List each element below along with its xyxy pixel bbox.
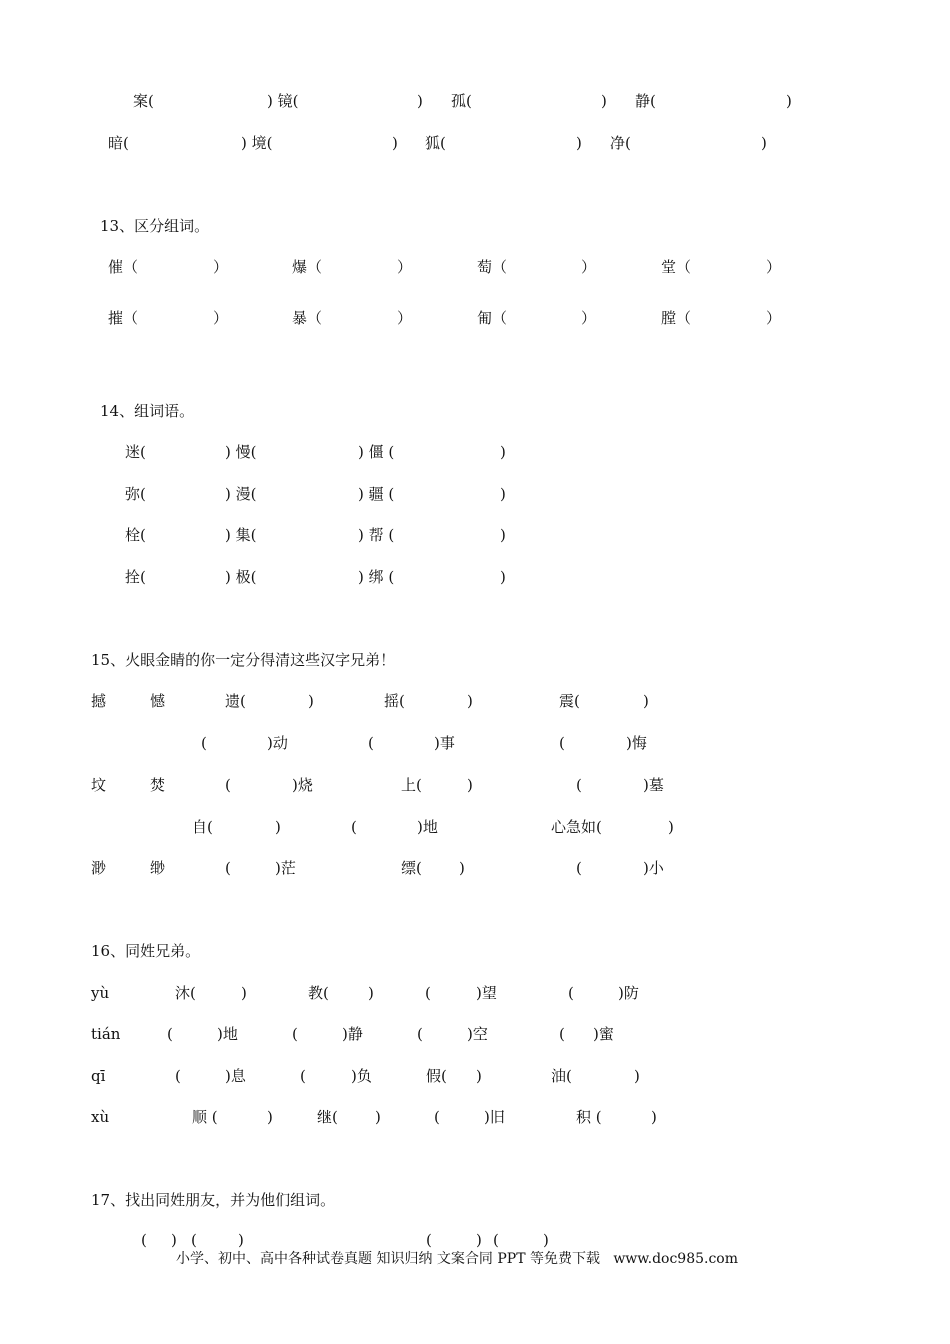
q16-r3-c2: )息 (225, 1067, 246, 1085)
q16-r1-c3: 教( (308, 984, 329, 1002)
q13-r1-c8: ） (766, 258, 782, 276)
q16-title: 16、同姓兄弟。 (91, 942, 201, 960)
q13-r2-c2: ） (213, 309, 229, 327)
q16-r4-c2: ) (267, 1108, 273, 1126)
q16-r1-c1: 沐( (175, 984, 196, 1002)
q15-r5-c6: ) (459, 859, 465, 877)
q16-r2-c6: )空 (467, 1025, 488, 1043)
q12-r2-c6: 净( (610, 134, 631, 152)
q15-r2-c2: )动 (267, 734, 288, 752)
q16-r2-c1: ( (167, 1025, 173, 1043)
q14-r2-c3: ) 疆 ( (358, 485, 395, 503)
q14-r4-c3: ) 绑 ( (358, 568, 395, 586)
q15-r4-c1: 自( (192, 818, 213, 836)
q12-r1-c5: ) (601, 92, 607, 110)
q12-r2-c1: 暗( (108, 134, 129, 152)
q15-r2-c4: )事 (434, 734, 455, 752)
q16-r4-c4: ) (375, 1108, 381, 1126)
q12-r1-c2: ) 镜( (267, 92, 299, 110)
q15-r5-c2: 缈 (150, 859, 166, 877)
q16-r1-c2: ) (241, 984, 247, 1002)
q16-r2-c8: )蜜 (593, 1025, 614, 1043)
q15-r2-c1: ( (201, 734, 207, 752)
q15-r5-c5: 缥( (401, 859, 422, 877)
q12-r1-c6: 静( (635, 92, 656, 110)
q16-r4-c8: ) (651, 1108, 657, 1126)
q15-r3-c7: ( (576, 776, 582, 794)
q16-r1-c5: ( (425, 984, 431, 1002)
q12-r2-c2: ) 境( (241, 134, 273, 152)
q14-r1-c3: ) 僵 ( (358, 443, 395, 461)
q13-r1-c6: ） (581, 258, 597, 276)
q12-r1-c7: ) (786, 92, 792, 110)
q14-r3-c4: ) (500, 526, 506, 544)
q16-r4-pinyin: xù (91, 1108, 110, 1126)
q15-r1-c4: ) (308, 692, 314, 710)
q15-r3-c8: )墓 (643, 776, 664, 794)
q15-r3-c5: 上( (401, 776, 422, 794)
q12-r2-c5: ) (576, 134, 582, 152)
q13-r1-c5: 萄（ (477, 258, 508, 276)
q15-r5-c3: ( (225, 859, 231, 877)
q15-r3-c2: 焚 (150, 776, 166, 794)
q15-r1-c5: 摇( (384, 692, 405, 710)
q15-r4-c5: 心急如( (551, 818, 602, 836)
q17-title: 17、找出同姓朋友，并为他们组词。 (91, 1191, 336, 1209)
q15-r3-c6: ) (467, 776, 473, 794)
q15-r3-c4: )烧 (292, 776, 313, 794)
q15-r5-c7: ( (576, 859, 582, 877)
q16-r4-c6: )旧 (484, 1108, 505, 1126)
q15-r4-c4: )地 (417, 818, 438, 836)
q16-r1-c7: ( (568, 984, 574, 1002)
q16-r2-c5: ( (417, 1025, 423, 1043)
q16-r1-pinyin: yù (91, 984, 110, 1002)
q14-r3-c1: 栓( (125, 526, 146, 544)
q16-r4-c5: ( (434, 1108, 440, 1126)
q15-title: 15、火眼金睛的你一定分得清这些汉字兄弟！ (91, 651, 396, 669)
q16-r3-c7: 油( (551, 1067, 572, 1085)
q16-r4-c7: 积 ( (576, 1108, 602, 1126)
q12-r1-c4: 孤( (451, 92, 472, 110)
q15-r4-c2: ) (275, 818, 281, 836)
q13-r2-c8: ） (766, 309, 782, 327)
q15-r1-c7: 震( (559, 692, 580, 710)
q16-r1-c4: ) (368, 984, 374, 1002)
q15-r1-c6: ) (467, 692, 473, 710)
q13-r1-c1: 催（ (108, 258, 139, 276)
q15-r5-c8: )小 (643, 859, 664, 877)
q16-r3-c1: ( (175, 1067, 181, 1085)
q17-r1-c5: ( (426, 1231, 432, 1249)
q17-r1-c7: ( (493, 1231, 499, 1249)
q16-r3-c6: ) (476, 1067, 482, 1085)
q16-r3-c4: )负 (351, 1067, 372, 1085)
q13-r1-c7: 堂（ (661, 258, 692, 276)
q12-r2-c7: ) (761, 134, 767, 152)
q16-r2-c3: ( (292, 1025, 298, 1043)
q13-r2-c5: 匍（ (477, 309, 508, 327)
q16-r4-c3: 继( (317, 1108, 338, 1126)
q16-r2-c4: )静 (342, 1025, 363, 1043)
q16-r2-c2: )地 (217, 1025, 238, 1043)
q16-r1-c8: )防 (618, 984, 639, 1002)
q13-r2-c7: 膛（ (661, 309, 692, 327)
q15-r1-c1: 撼 (91, 692, 107, 710)
q15-r1-c2: 憾 (150, 692, 166, 710)
q15-r4-c6: ) (668, 818, 674, 836)
q12-r1-c1: 案( (133, 92, 154, 110)
q14-r3-c2: ) 集( (225, 526, 257, 544)
q17-r1-c6: ) (476, 1231, 482, 1249)
q16-r4-c1: 顺 ( (192, 1108, 218, 1126)
q15-r3-c1: 坟 (91, 776, 107, 794)
q17-r1-c2: ) (171, 1231, 177, 1249)
q12-r2-c4: 狐( (425, 134, 446, 152)
q17-r1-c8: ) (543, 1231, 549, 1249)
q14-r1-c4: ) (500, 443, 506, 461)
q16-r1-c6: )望 (476, 984, 497, 1002)
footer-text: 小学、初中、高中各种试卷真题 知识归纳 文案合同 PPT 等免费下载 www.doc985.com (176, 1251, 739, 1267)
q14-r4-c1: 拴( (125, 568, 146, 586)
q14-r1-c2: ) 慢( (225, 443, 257, 461)
q13-r1-c3: 爆（ (292, 258, 323, 276)
q13-r2-c4: ） (397, 309, 413, 327)
q12-r2-c3: ) (392, 134, 398, 152)
q12-r1-c3: ) (417, 92, 423, 110)
q15-r5-c1: 渺 (91, 859, 107, 877)
q14-r2-c2: ) 漫( (225, 485, 257, 503)
q13-r2-c3: 暴（ (292, 309, 323, 327)
q17-r1-c4: ) (238, 1231, 244, 1249)
q13-r2-c6: ） (581, 309, 597, 327)
q14-title: 14、组词语。 (100, 402, 195, 420)
q13-r1-c2: ） (213, 258, 229, 276)
q14-r2-c4: ) (500, 485, 506, 503)
q15-r1-c3: 遗( (225, 692, 246, 710)
q17-r1-c3: ( (191, 1231, 197, 1249)
q16-r3-c8: ) (634, 1067, 640, 1085)
q17-r1-c1: ( (141, 1231, 147, 1249)
q14-r1-c1: 迷( (125, 443, 146, 461)
q14-r2-c1: 弥( (125, 485, 146, 503)
q15-r2-c5: ( (559, 734, 565, 752)
q15-r2-c3: ( (368, 734, 374, 752)
q13-r1-c4: ） (397, 258, 413, 276)
q16-r3-pinyin: qī (91, 1067, 106, 1085)
q15-r5-c4: )茫 (275, 859, 296, 877)
q16-r2-pinyin: tián (91, 1025, 121, 1043)
q14-r4-c4: ) (500, 568, 506, 586)
q13-title: 13、区分组词。 (100, 217, 210, 235)
q15-r2-c6: )悔 (626, 734, 647, 752)
q15-r1-c8: ) (643, 692, 649, 710)
q16-r3-c3: ( (300, 1067, 306, 1085)
q16-r2-c7: ( (559, 1025, 565, 1043)
q14-r4-c2: ) 极( (225, 568, 257, 586)
q14-r3-c3: ) 帮 ( (358, 526, 395, 544)
q13-r2-c1: 摧（ (108, 309, 139, 327)
q15-r4-c3: ( (351, 818, 357, 836)
q16-r3-c5: 假( (426, 1067, 447, 1085)
q15-r3-c3: ( (225, 776, 231, 794)
